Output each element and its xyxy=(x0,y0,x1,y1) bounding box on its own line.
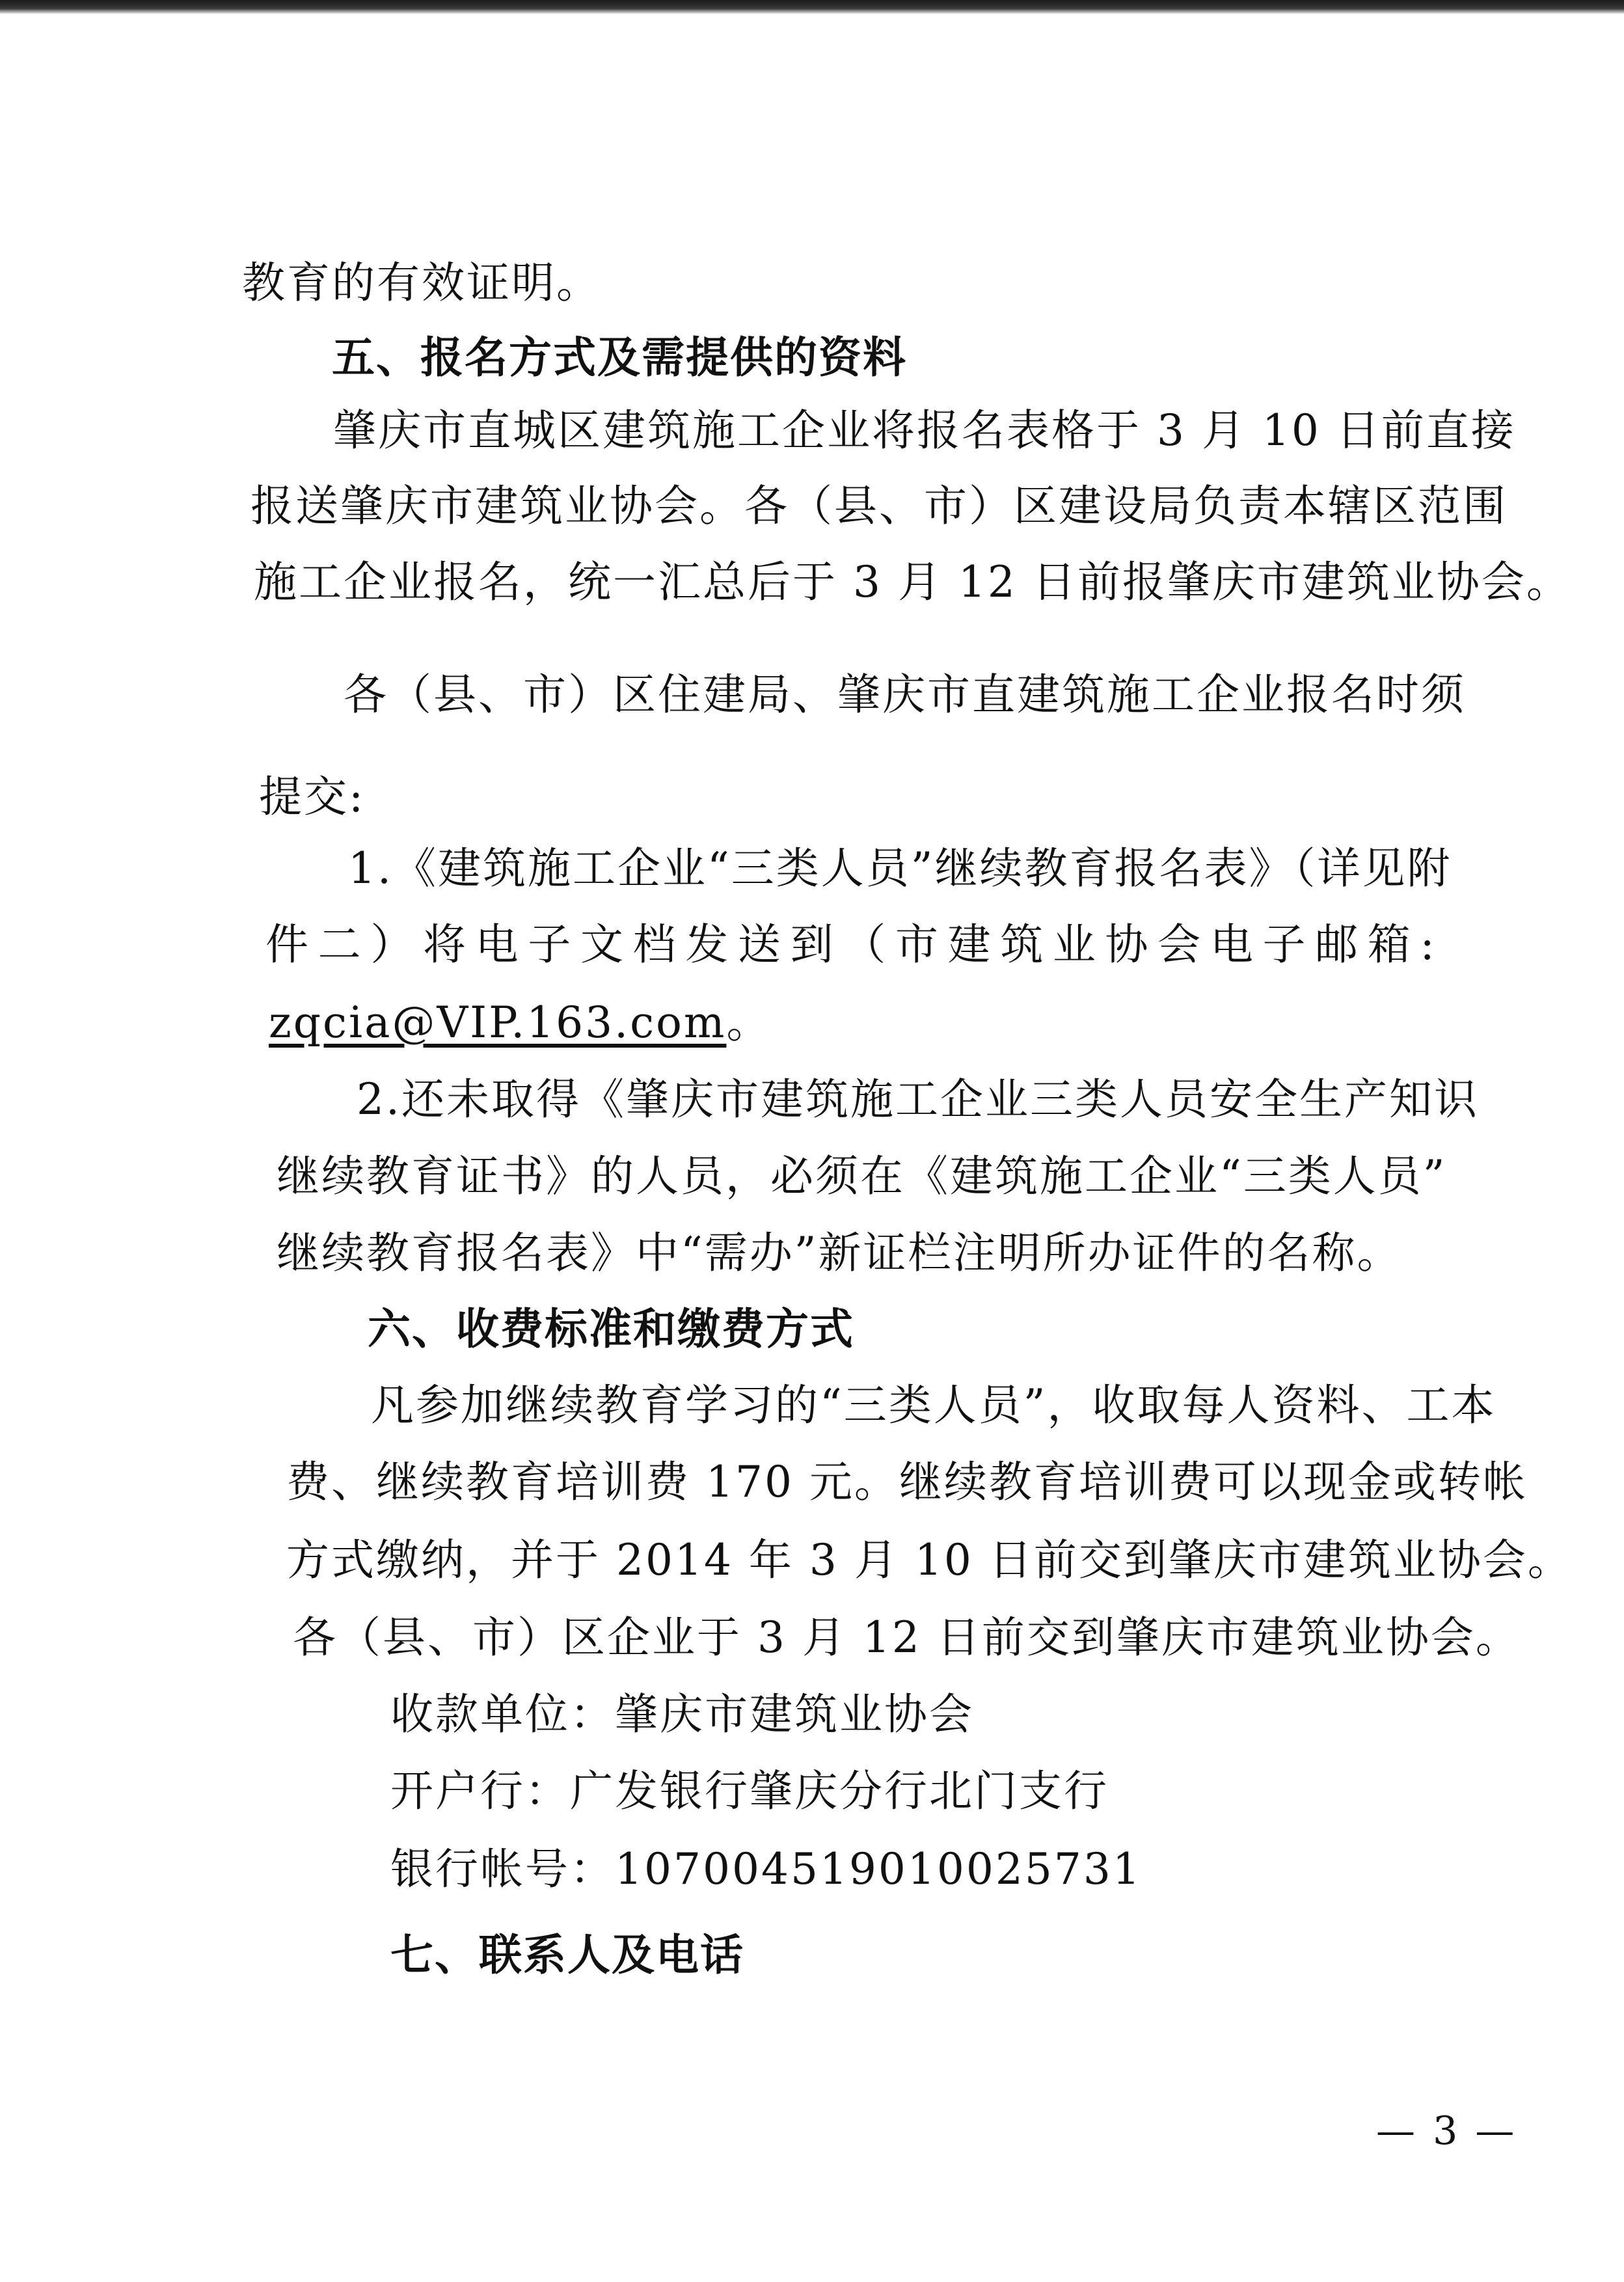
email-link[interactable]: zqcia@VIP.163.com xyxy=(269,998,727,1048)
email-line xyxy=(269,997,771,1049)
char: 子 xyxy=(1262,919,1308,970)
period: 。 xyxy=(726,998,772,1048)
text-line: 继续教育报名表》中“需办”新证栏注明所办证件的名称。 xyxy=(277,1228,1402,1278)
char: 邮 xyxy=(1315,919,1360,970)
list-item-1: 1.《建筑施工企业“三类人员”继续教育报名表》（详见附 xyxy=(348,843,1452,893)
char: 子 xyxy=(528,919,573,970)
text-line: 费、继续教育培训费 170 元。继续教育培训费可以现金或转帐 xyxy=(286,1457,1528,1507)
text-line: 继续教育证书》的人员，必须在《建筑施工企业“三类人员” xyxy=(277,1151,1447,1201)
char: 电 xyxy=(475,919,521,970)
char: 到 xyxy=(790,919,835,970)
text-line: 提交: xyxy=(259,772,366,822)
bank-line: 开户行：广发银行肇庆分行北门支行 xyxy=(390,1766,1109,1816)
char: 会 xyxy=(1157,919,1203,970)
char: 将 xyxy=(422,919,468,970)
text-line: 各（县、市）区企业于 3 月 12 日前交到肇庆市建筑业协会。 xyxy=(293,1612,1521,1663)
char: 业 xyxy=(1052,919,1098,970)
char: 件 xyxy=(265,919,310,970)
section-heading-7: 七、联系人及电话 xyxy=(390,1930,744,1980)
char: 送 xyxy=(737,919,783,970)
section-heading-6: 六、收费标准和缴费方式 xyxy=(368,1304,854,1354)
text-line: 报送肇庆市建筑业协会。各（县、市）区建设局负责本辖区范围 xyxy=(250,481,1508,531)
text-line: 肇庆市直城区建筑施工企业将报名表格于 3 月 10 日前直接 xyxy=(333,405,1516,455)
char: 建 xyxy=(947,919,993,970)
char: 箱 xyxy=(1367,919,1413,970)
char: ） xyxy=(370,919,416,970)
page-number: — 3 — xyxy=(1376,2108,1517,2154)
list-item-2: 2.还未取得《肇庆市建筑施工企业三类人员安全生产知识 xyxy=(357,1074,1479,1124)
text-line: 各（县、市）区住建局、肇庆市直建筑施工企业报名时须 xyxy=(344,670,1466,720)
char: 二 xyxy=(318,919,363,970)
text-line: 施工企业报名，统一汇总后于 3 月 12 日前报肇庆市建筑业协会。 xyxy=(254,557,1571,607)
text-line: 教育的有效证明。 xyxy=(242,258,601,308)
char: 筑 xyxy=(1000,919,1046,970)
char: : xyxy=(1420,919,1437,970)
text-line: 方式缴纳，并于 2014 年 3 月 10 日前交到肇庆市建筑业协会。 xyxy=(286,1535,1573,1585)
char: 档 xyxy=(632,919,678,970)
payee-line: 收款单位：肇庆市建筑业协会 xyxy=(390,1689,974,1739)
list-item-1-continuation xyxy=(265,919,1437,971)
char: 市 xyxy=(895,919,940,970)
section-heading-5: 五、报名方式及需提供的资料 xyxy=(332,333,907,383)
account-line: 银行帐号：107004519010025731 xyxy=(390,1844,1142,1894)
char: （ xyxy=(843,919,888,970)
char: 电 xyxy=(1210,919,1255,970)
char: 协 xyxy=(1105,919,1150,970)
text-line: 凡参加继续教育学习的“三类人员”，收取每人资料、工本 xyxy=(371,1380,1496,1430)
char: 发 xyxy=(685,919,731,970)
char: 文 xyxy=(580,919,625,970)
